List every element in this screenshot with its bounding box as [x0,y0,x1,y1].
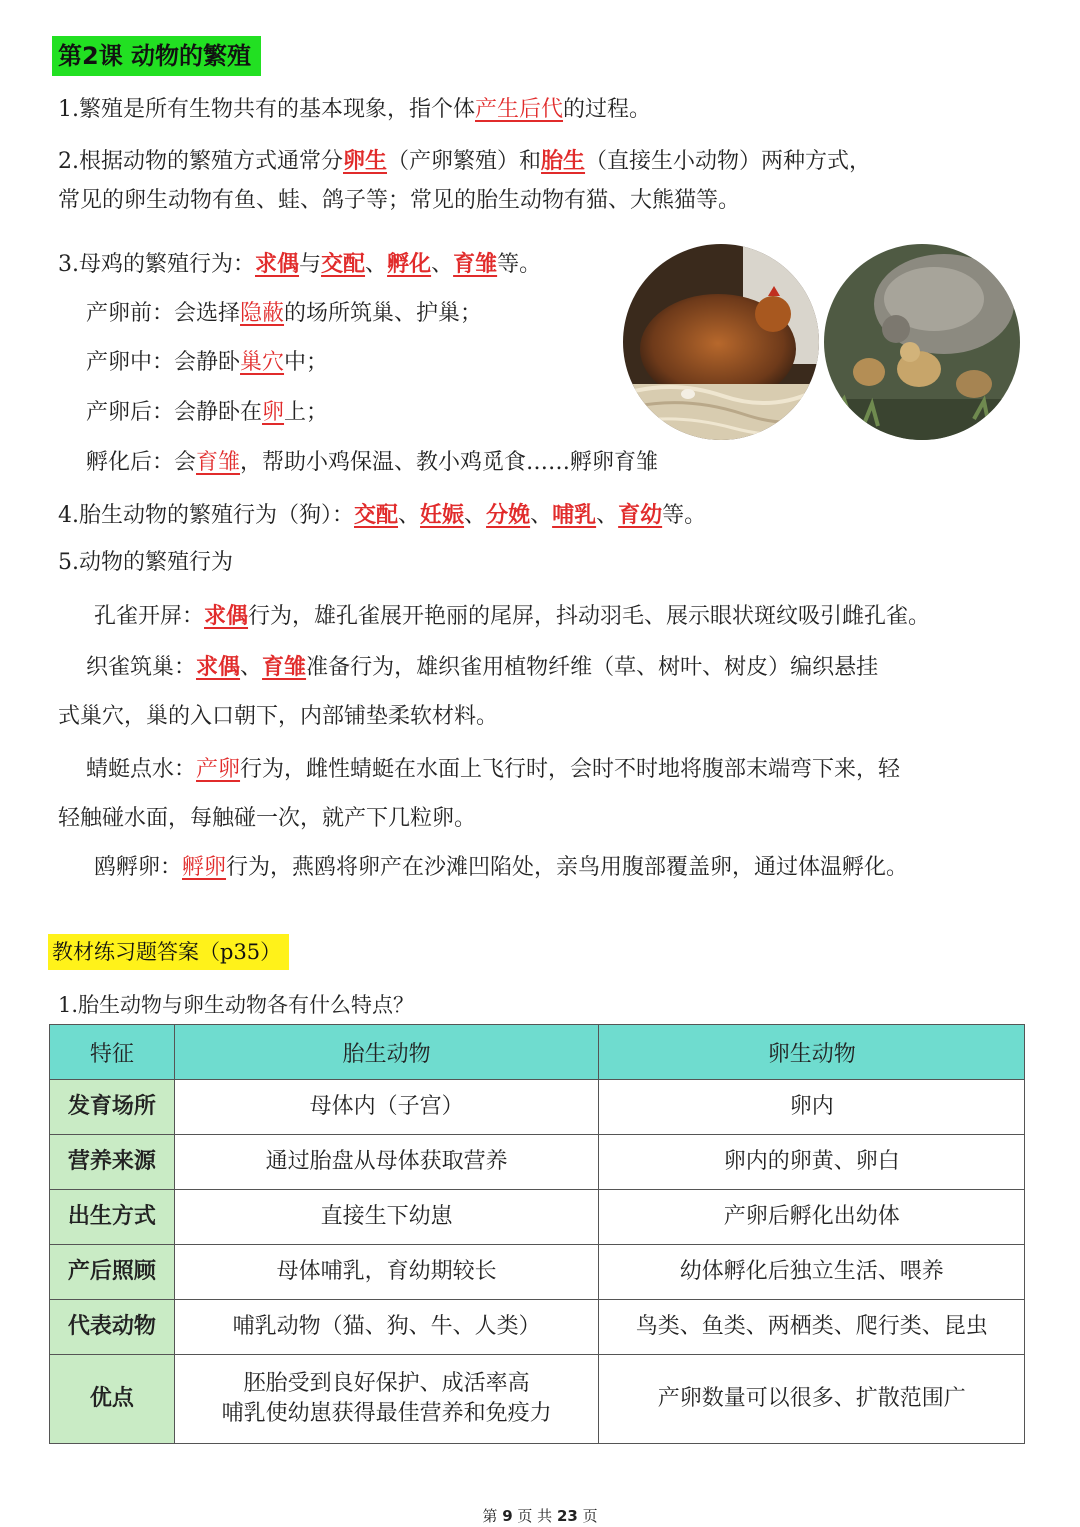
keyword: 胎生 [541,148,586,174]
footer-text: 页 共 [512,1507,557,1525]
weaver-behavior-line-2: 式巢穴，巢的入口朝下，内部铺垫柔软材料。 [58,704,499,729]
weaver-behavior-line-1 [86,652,878,683]
text: 产卵中：会静卧 [86,350,241,375]
keyword: 孵化 [387,251,432,277]
point-4 [58,500,706,531]
page-footer [0,1505,1080,1526]
text: 4.胎生动物的繁殖行为（狗）： [58,503,354,528]
text: 中； [284,350,329,375]
keyword: 卵生 [343,148,388,174]
text: 、 [240,655,263,680]
page-number: 9 [502,1507,513,1525]
text: 行为，雄孔雀展开艳丽的尾屏，抖动羽毛、展示眼状斑纹吸引雌孔雀。 [248,604,931,629]
keyword: 育雏 [262,654,307,680]
row-feature: 营养来源 [50,1135,175,1190]
peacock-behavior [94,601,930,632]
table-row [50,1190,1025,1245]
cell-oviparous: 鸟类、鱼类、两栖类、爬行类、昆虫 [599,1300,1025,1355]
cell-viviparous: 哺乳动物（猫、狗、牛、人类） [174,1300,599,1355]
point-1-text: 1.繁殖是所有生物共有的基本现象，指个体 [58,97,475,122]
keyword: 求偶 [204,603,249,629]
text: ，帮助小鸡保温、教小鸡觅食……孵卵育雏 [240,450,659,475]
text: 产卵后：会静卧在 [86,400,263,425]
exercise-section-label: 教材练习题答案（p35） [48,934,289,970]
keyword: 交配 [321,251,366,277]
keyword: 产生后代 [475,97,564,122]
text: 行为，雌性蜻蜓在水面上飞行时，会时不时地将腹部末端弯下来，轻 [240,757,901,782]
keyword: 卵 [262,400,285,425]
footer-text: 页 [577,1507,598,1525]
table-header-row [50,1025,1025,1080]
text: 、 [431,252,454,277]
header-feature: 特征 [50,1025,175,1080]
keyword: 产卵 [196,757,241,782]
keyword: 分娩 [486,502,531,528]
text: 等。 [662,503,707,528]
text: 等。 [497,252,542,277]
row-feature: 产后照顾 [50,1245,175,1300]
page-total: 23 [556,1507,578,1525]
cell-viviparous: 母体哺乳，育幼期较长 [174,1245,599,1300]
keyword: 哺乳 [552,502,597,528]
point-2-line-2: 常见的卵生动物有鱼、蛙、鸽子等；常见的胎生动物有猫、大熊猫等。 [58,188,741,213]
text: 产卵前：会选择 [86,301,241,326]
cell-viviparous: 直接生下幼崽 [174,1190,599,1245]
row-feature: 代表动物 [50,1300,175,1355]
text: 3.母鸡的繁殖行为： [58,252,255,277]
footer-text: 第 [482,1507,503,1525]
table-row [50,1080,1025,1135]
point-2-line-1 [58,146,871,177]
text: 行为，燕鸥将卵产在沙滩凹陷处，亲鸟用腹部覆盖卵，通过体温孵化。 [226,855,909,880]
header-viviparous: 胎生动物 [174,1025,599,1080]
row-feature: 发育场所 [50,1080,175,1135]
table-row [50,1135,1025,1190]
cell-line: 胚胎受到良好保护、成活率高 [243,1371,530,1396]
cell-viviparous: 母体内（子宫） [174,1080,599,1135]
text: 2.根据动物的繁殖方式通常分 [58,149,343,174]
table-row [50,1355,1025,1444]
point-1 [58,95,651,125]
text: 、 [398,503,421,528]
point-5-heading: 5.动物的繁殖行为 [58,550,233,575]
text: 织雀筑巢： [86,655,197,680]
text: 孔雀开屏： [94,604,205,629]
text: 蜻蜓点水： [86,757,197,782]
cell-line: 哺乳使幼崽获得最佳营养和免疫力 [221,1401,552,1426]
point-3 [58,249,541,280]
keyword: 求偶 [196,654,241,680]
keyword: 孵卵 [182,855,227,880]
row-feature: 优点 [50,1355,175,1444]
text: 上； [284,400,329,425]
text: 、 [365,252,388,277]
cell-viviparous [174,1355,599,1444]
cell-oviparous: 卵内的卵黄、卵白 [599,1135,1025,1190]
dragonfly-behavior-line-1 [86,755,900,785]
hen-after-hatching [86,448,658,478]
keyword: 巢穴 [240,350,285,375]
hen-during-laying [86,348,328,378]
text: 与 [299,252,322,277]
table-row [50,1245,1025,1300]
row-feature: 出生方式 [50,1190,175,1245]
text: （直接生小动物）两种方式， [585,149,872,174]
text: 、 [596,503,619,528]
hen-before-laying [86,299,482,329]
header-oviparous: 卵生动物 [599,1025,1025,1080]
hen-nesting-photo [623,244,819,440]
hen-after-laying [86,398,328,428]
gull-behavior [94,853,908,883]
keyword: 育幼 [618,502,663,528]
text: 的场所筑巢、护巢； [284,301,483,326]
exercise-question-1: 1.胎生动物与卵生动物各有什么特点？ [58,993,415,1017]
keyword: 求偶 [255,251,300,277]
text: 、 [464,503,487,528]
text: 准备行为，雄织雀用植物纤维（草、树叶、树皮）编织悬挂 [306,655,879,680]
keyword: 妊娠 [420,502,465,528]
cell-oviparous: 卵内 [599,1080,1025,1135]
cell-oviparous: 产卵数量可以很多、扩散范围广 [599,1355,1025,1444]
keyword: 隐蔽 [240,301,285,326]
dragonfly-behavior-line-2: 轻触碰水面，每触碰一次，就产下几粒卵。 [58,806,477,831]
table-row [50,1300,1025,1355]
comparison-table [49,1024,1025,1444]
text: 、 [530,503,553,528]
text: 鸥孵卵： [94,855,183,880]
keyword: 育雏 [453,251,498,277]
keyword: 育雏 [196,450,241,475]
text: （产卵繁殖）和 [387,149,542,174]
cell-oviparous: 产卵后孵化出幼体 [599,1190,1025,1245]
keyword: 交配 [354,502,399,528]
text: 孵化后：会 [86,450,197,475]
point-1-text-end: 的过程。 [563,97,652,122]
chicks-photo [824,244,1020,440]
cell-oviparous: 幼体孵化后独立生活、喂养 [599,1245,1025,1300]
lesson-title: 第2课 动物的繁殖 [52,36,261,76]
cell-viviparous: 通过胎盘从母体获取营养 [174,1135,599,1190]
